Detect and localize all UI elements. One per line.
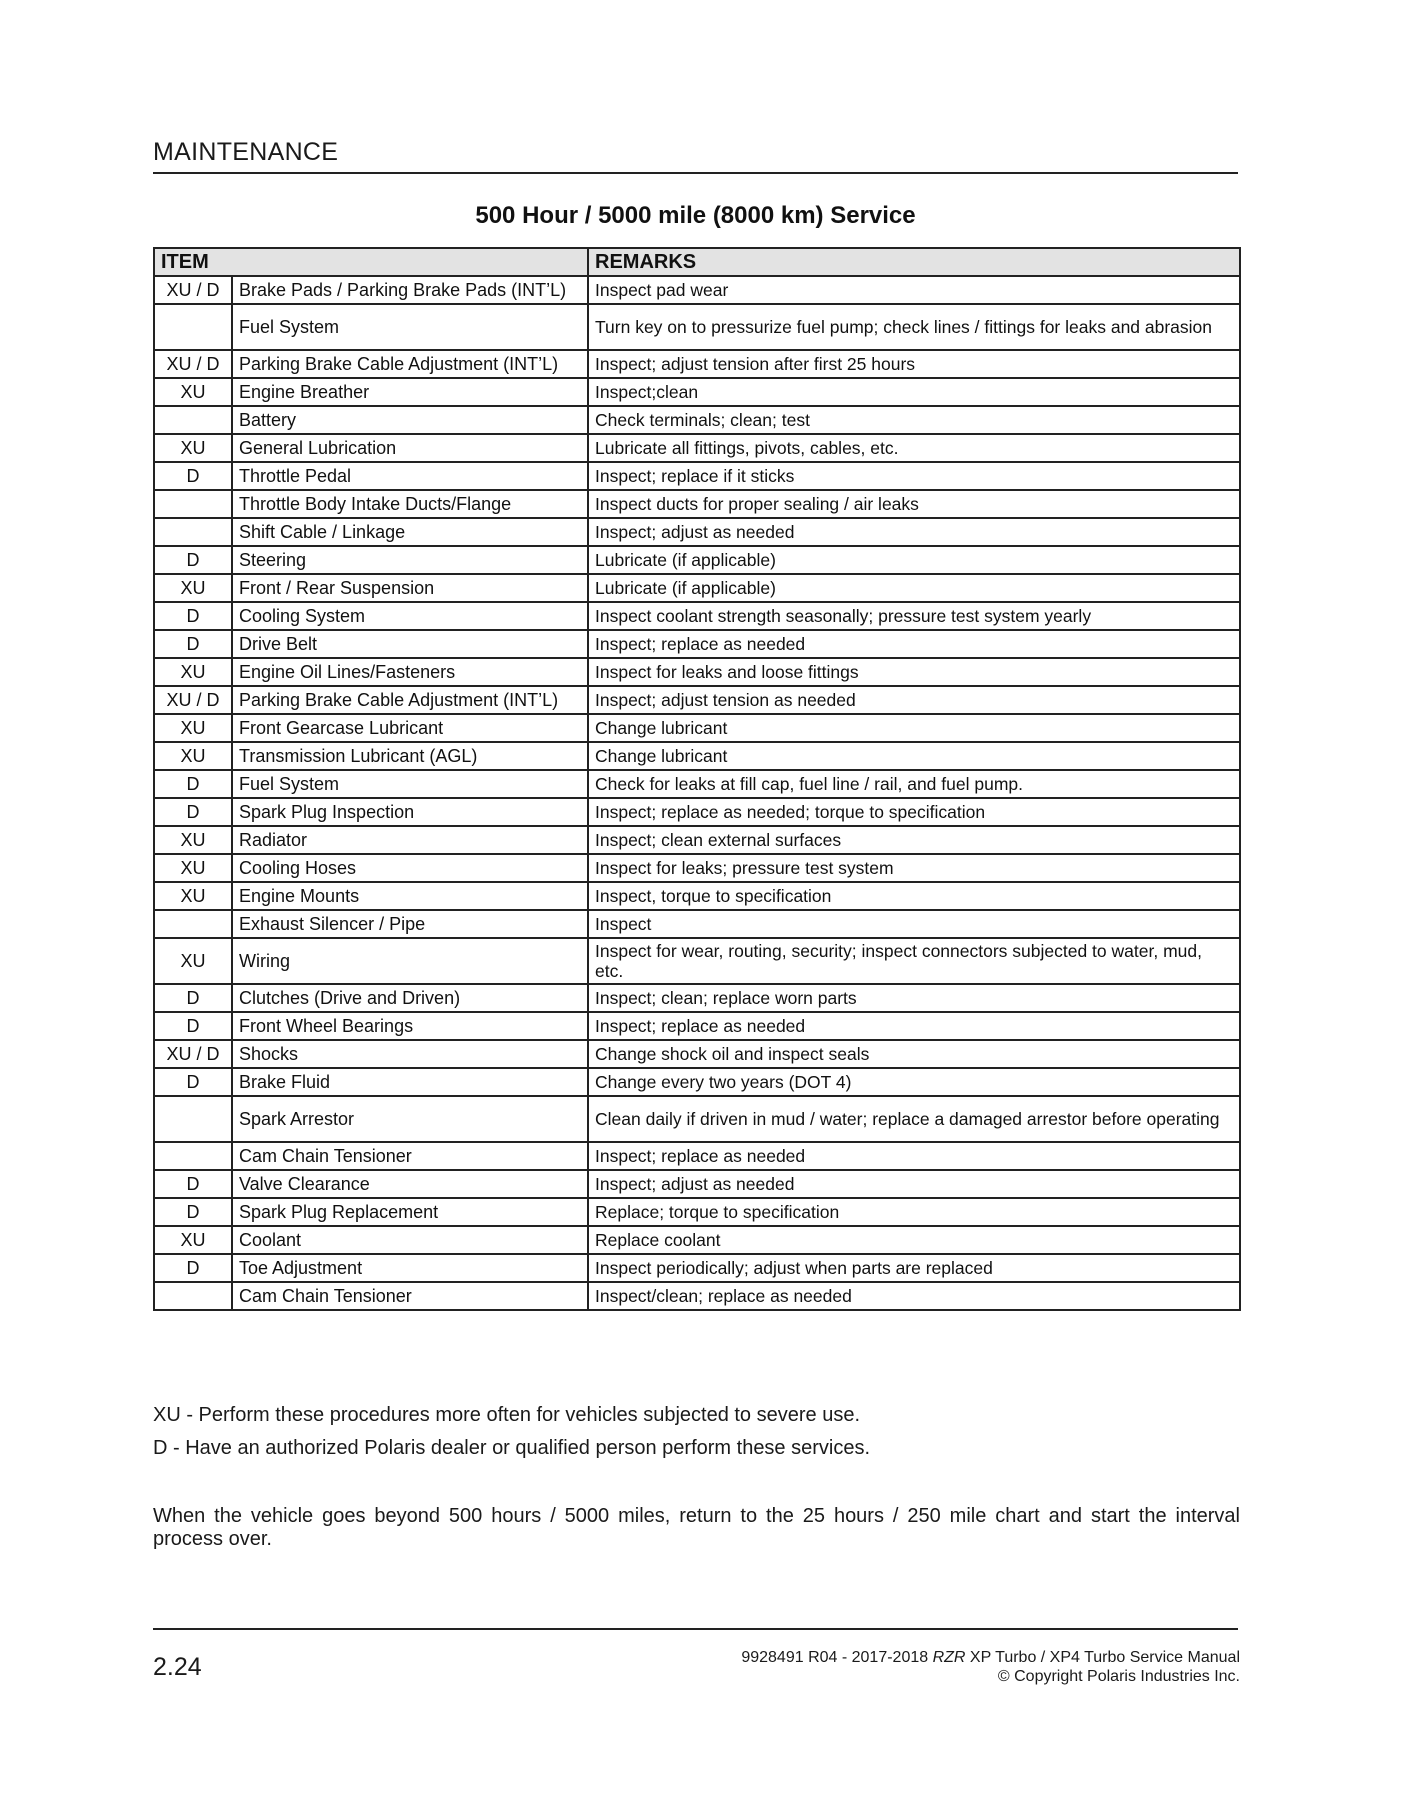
row-item: Throttle Body Intake Ducts/Flange: [232, 490, 588, 518]
row-item: Spark Arrestor: [232, 1096, 588, 1142]
row-item: Cooling System: [232, 602, 588, 630]
row-item: Radiator: [232, 826, 588, 854]
row-item: Engine Oil Lines/Fasteners: [232, 658, 588, 686]
row-item: Brake Fluid: [232, 1068, 588, 1096]
row-code: XU: [154, 714, 232, 742]
row-item: Wiring: [232, 938, 588, 984]
row-code: D: [154, 630, 232, 658]
row-remarks: Inspect pad wear: [588, 276, 1240, 304]
table-header-row: [154, 248, 1240, 276]
row-code: XU: [154, 938, 232, 984]
row-remarks: Inspect/clean; replace as needed: [588, 1282, 1240, 1310]
row-remarks: Inspect; replace as needed: [588, 630, 1240, 658]
row-remarks: Replace coolant: [588, 1226, 1240, 1254]
table-row: [154, 1282, 1240, 1310]
row-item: Toe Adjustment: [232, 1254, 588, 1282]
legend-xu: XU - Perform these procedures more often for vehicles subjected to severe use.: [153, 1404, 861, 1426]
table-row: [154, 1170, 1240, 1198]
row-remarks: Check terminals; clean; test: [588, 406, 1240, 434]
row-item: Coolant: [232, 1226, 588, 1254]
table-row: [154, 770, 1240, 798]
maintenance-schedule-table: [153, 247, 1241, 1311]
row-code: XU: [154, 742, 232, 770]
row-item: Front / Rear Suspension: [232, 574, 588, 602]
row-code: D: [154, 1254, 232, 1282]
row-code: XU / D: [154, 276, 232, 304]
table-row: [154, 686, 1240, 714]
header-divider: [153, 172, 1238, 174]
table-row: [154, 854, 1240, 882]
row-remarks: Inspect, torque to specification: [588, 882, 1240, 910]
row-remarks: Inspect;clean: [588, 378, 1240, 406]
row-item: Fuel System: [232, 770, 588, 798]
footer-doc-info: [741, 1648, 1240, 1686]
table-row: [154, 276, 1240, 304]
table-row: [154, 1068, 1240, 1096]
table-row: [154, 350, 1240, 378]
row-item: Front Gearcase Lubricant: [232, 714, 588, 742]
row-item: Engine Mounts: [232, 882, 588, 910]
row-remarks: Inspect; adjust tension as needed: [588, 686, 1240, 714]
row-code: D: [154, 1068, 232, 1096]
row-remarks: Inspect; adjust as needed: [588, 1170, 1240, 1198]
row-remarks: Clean daily if driven in mud / water; replace a damaged arrestor before operating: [588, 1096, 1240, 1142]
table-row: [154, 406, 1240, 434]
footer-doc-suffix: XP Turbo / XP4 Turbo Service Manual: [965, 1649, 1240, 1666]
row-remarks: Turn key on to pressurize fuel pump; check lines / fittings for leaks and abrasion: [588, 304, 1240, 350]
row-item: Transmission Lubricant (AGL): [232, 742, 588, 770]
table-row: [154, 574, 1240, 602]
row-code: XU: [154, 1226, 232, 1254]
table-row: [154, 910, 1240, 938]
table-row: [154, 826, 1240, 854]
row-remarks: Inspect; replace as needed: [588, 1142, 1240, 1170]
table-row: [154, 658, 1240, 686]
row-code: [154, 1096, 232, 1142]
row-code: XU: [154, 434, 232, 462]
row-item: General Lubrication: [232, 434, 588, 462]
row-code: XU: [154, 658, 232, 686]
table-row: [154, 546, 1240, 574]
row-item: Drive Belt: [232, 630, 588, 658]
row-code: XU: [154, 854, 232, 882]
table-row: [154, 742, 1240, 770]
row-item: Spark Plug Inspection: [232, 798, 588, 826]
footer-doc-model: RZR: [932, 1649, 966, 1666]
row-item: Shocks: [232, 1040, 588, 1068]
row-remarks: Inspect for leaks and loose fittings: [588, 658, 1240, 686]
table-row: [154, 1254, 1240, 1282]
row-remarks: Inspect ducts for proper sealing / air leaks: [588, 490, 1240, 518]
row-item: Front Wheel Bearings: [232, 1012, 588, 1040]
row-code: [154, 910, 232, 938]
row-item: Shift Cable / Linkage: [232, 518, 588, 546]
table-row: [154, 378, 1240, 406]
row-code: D: [154, 1170, 232, 1198]
table-row: [154, 518, 1240, 546]
table-row: [154, 1096, 1240, 1142]
table-row: [154, 1198, 1240, 1226]
row-code: XU: [154, 378, 232, 406]
row-code: XU / D: [154, 350, 232, 378]
table-row: [154, 882, 1240, 910]
row-remarks: Change shock oil and inspect seals: [588, 1040, 1240, 1068]
page-title: 500 Hour / 5000 mile (8000 km) Service: [475, 202, 916, 229]
row-item: Brake Pads / Parking Brake Pads (INT’L): [232, 276, 588, 304]
row-item: Cam Chain Tensioner: [232, 1142, 588, 1170]
row-code: XU: [154, 826, 232, 854]
row-remarks: Check for leaks at fill cap, fuel line / rail, and fuel pump.: [588, 770, 1240, 798]
row-remarks: Inspect; replace if it sticks: [588, 462, 1240, 490]
table-row: [154, 462, 1240, 490]
row-code: D: [154, 462, 232, 490]
row-code: [154, 1142, 232, 1170]
table-row: [154, 938, 1240, 984]
row-item: Parking Brake Cable Adjustment (INT’L): [232, 350, 588, 378]
row-item: Engine Breather: [232, 378, 588, 406]
row-code: D: [154, 798, 232, 826]
row-remarks: Inspect; clean external surfaces: [588, 826, 1240, 854]
row-remarks: Lubricate (if applicable): [588, 574, 1240, 602]
row-item: Battery: [232, 406, 588, 434]
table-row: [154, 1040, 1240, 1068]
section-header: MAINTENANCE: [153, 138, 339, 166]
row-remarks: Inspect for leaks; pressure test system: [588, 854, 1240, 882]
row-code: D: [154, 984, 232, 1012]
table-row: [154, 1226, 1240, 1254]
row-item: Clutches (Drive and Driven): [232, 984, 588, 1012]
row-code: XU / D: [154, 686, 232, 714]
row-remarks: Inspect; replace as needed; torque to specification: [588, 798, 1240, 826]
footer-doc-prefix: 9928491 R04 - 2017-2018: [741, 1649, 933, 1666]
table-row: [154, 798, 1240, 826]
row-remarks: Lubricate all fittings, pivots, cables, etc.: [588, 434, 1240, 462]
row-item: Exhaust Silencer / Pipe: [232, 910, 588, 938]
table-row: [154, 1012, 1240, 1040]
row-remarks: Inspect for wear, routing, security; inspect connectors subjected to water, mud, etc.: [588, 938, 1240, 984]
row-remarks: Change lubricant: [588, 714, 1240, 742]
row-code: [154, 518, 232, 546]
table-row: [154, 630, 1240, 658]
table-row: [154, 434, 1240, 462]
row-code: D: [154, 1012, 232, 1040]
row-item: Fuel System: [232, 304, 588, 350]
row-item: Cooling Hoses: [232, 854, 588, 882]
row-code: D: [154, 1198, 232, 1226]
column-header-item: ITEM: [154, 248, 588, 276]
row-code: [154, 490, 232, 518]
table-row: [154, 490, 1240, 518]
footer-doc-line: [741, 1648, 1240, 1667]
table-row: [154, 984, 1240, 1012]
row-item: Valve Clearance: [232, 1170, 588, 1198]
column-header-remarks: REMARKS: [588, 248, 1240, 276]
row-code: XU / D: [154, 1040, 232, 1068]
row-remarks: Inspect; adjust as needed: [588, 518, 1240, 546]
row-remarks: Inspect; adjust tension after first 25 hours: [588, 350, 1240, 378]
row-remarks: Change every two years (DOT 4): [588, 1068, 1240, 1096]
row-remarks: Inspect; replace as needed: [588, 1012, 1240, 1040]
row-item: Steering: [232, 546, 588, 574]
row-remarks: Inspect coolant strength seasonally; pressure test system yearly: [588, 602, 1240, 630]
row-code: [154, 304, 232, 350]
row-remarks: Inspect; clean; replace worn parts: [588, 984, 1240, 1012]
table-row: [154, 1142, 1240, 1170]
row-remarks: Replace; torque to specification: [588, 1198, 1240, 1226]
row-code: XU: [154, 882, 232, 910]
row-remarks: Lubricate (if applicable): [588, 546, 1240, 574]
row-code: D: [154, 770, 232, 798]
row-code: D: [154, 602, 232, 630]
table-row: [154, 304, 1240, 350]
table-body: [154, 276, 1240, 1310]
row-item: Throttle Pedal: [232, 462, 588, 490]
table-row: [154, 714, 1240, 742]
table-row: [154, 602, 1240, 630]
row-code: D: [154, 546, 232, 574]
interval-note: When the vehicle goes beyond 500 hours / 5000 miles, return to the 25 hours / 250 mile chart and start the interval process over.: [153, 1505, 1240, 1550]
row-code: [154, 406, 232, 434]
row-item: Parking Brake Cable Adjustment (INT’L): [232, 686, 588, 714]
row-remarks: Inspect periodically; adjust when parts are replaced: [588, 1254, 1240, 1282]
page-number: 2.24: [153, 1653, 202, 1681]
row-item: Cam Chain Tensioner: [232, 1282, 588, 1310]
row-remarks: Change lubricant: [588, 742, 1240, 770]
footer-copyright: © Copyright Polaris Industries Inc.: [997, 1668, 1240, 1685]
row-code: XU: [154, 574, 232, 602]
row-code: [154, 1282, 232, 1310]
legend-d: D - Have an authorized Polaris dealer or qualified person perform these services.: [153, 1437, 871, 1459]
row-remarks: Inspect: [588, 910, 1240, 938]
row-item: Spark Plug Replacement: [232, 1198, 588, 1226]
footer-divider: [153, 1628, 1238, 1630]
